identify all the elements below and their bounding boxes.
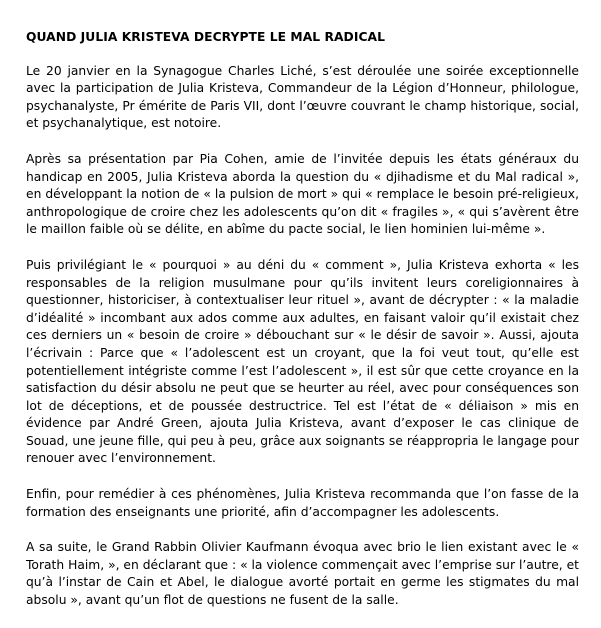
article-paragraph-2: Après sa présentation par Pia Cohen, amie de l’invitée depuis les états généraux du handicap en 2005, Julia Kristeva aborda la question du « djihadisme et du Mal radical », en développant la notion de « la pulsion de mort » qui « remplace le besoin pré-religieux, anthropologique de croire chez les adolescents qu’on dit « fragiles », « qui s’avèrent être le maillon faible où se délite, en abîme du pacte social, le lien hominien lui-même ». [26, 151, 579, 237]
article-paragraph-1: Le 20 janvier en la Synagogue Charles Liché, s’est déroulée une soirée exceptionnelle avec la participation de Julia Kristeva, Commandeur de la Légion d’Honneur, philologue, psychanalyste, Pr émérite de Paris VII, dont l’œuvre couvrant le champ historique, social, et psychanalytique, est notoire. [26, 63, 579, 131]
article-title: QUAND JULIA KRISTEVA DECRYPTE LE MAL RADICAL [26, 30, 385, 44]
article-paragraph-3: Puis privilégiant le « pourquoi » au déni du « comment », Julia Kristeva exhorta « les responsables de la religion musulmane pour qu’ils invitent leurs coreligionnaires à questionner, historiciser, à contextualiser leur rituel », avant de décrypter : « la maladie d’idéalité » incombant aux ados comme aux adultes, en faisant valoir qu’il existait chez ces derniers un « besoin de croire » débouchant sur « le désir de savoir ». Aussi, ajouta l’écrivain : Parce que « l’adolescent est un croyant, que la foi veut tout, qu’elle est potentiellement intégriste comme l’est l’adolescent », il est sûr que cette croyance en la satisfaction du désir absolu ne peut que se heurter au réel, avec pour conséquences son lot de déceptions, et de poussée destructrice. Tel est l’état de « déliaison » mis en évidence par André Green, ajouta Julia Kristeva, avant d’exposer le cas clinique de Souad, une jeune fille, qui peu à peu, grâce aux soignants se réappropria le langage pour renouer avec l’environnement. [26, 257, 579, 466]
article-paragraph-5: A sa suite, le Grand Rabbin Olivier Kaufmann évoqua avec brio le lien existant avec le « Torath Haim, », en déclarant que : « la violence commençait avec l’emprise sur l’autre, et qu’à l’instar de Cain et Abel, le dialogue avorté portait en germe les stigmates du mal absolu », avant qu’un flot de questions ne fusent de la salle. [26, 540, 579, 608]
article-paragraph-4: Enfin, pour remédier à ces phénomènes, Julia Kristeva recommanda que l’on fasse de la formation des enseignants une priorité, afin d’accompagner les adolescents. [26, 487, 579, 519]
article [26, 29, 579, 628]
